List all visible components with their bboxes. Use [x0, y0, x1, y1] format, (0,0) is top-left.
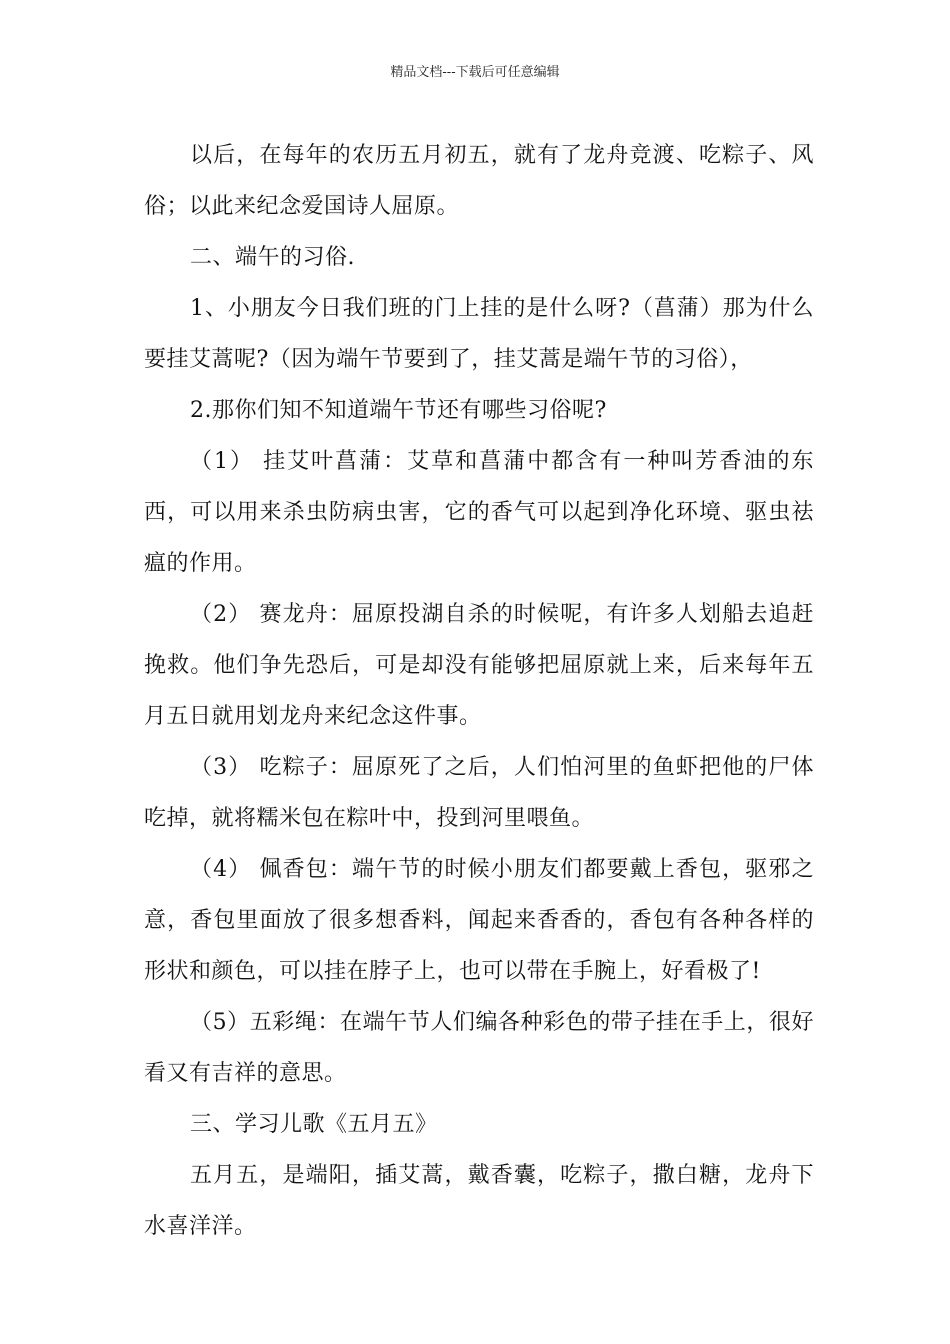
paragraph-intro-custom: 以后，在每年的农历五月初五，就有了龙舟竞渡、吃粽子、风俗；以此来纪念爱国诗人屈原。	[144, 143, 814, 219]
page-header: 精品文档---下载后可任意编辑	[390, 65, 560, 80]
section-heading-customs: 二、端午的习俗.	[190, 245, 355, 270]
paragraph-question-2: 2.那你们知不知道端午节还有哪些习俗呢?	[190, 398, 607, 423]
section-heading-song: 三、学习儿歌《五月五》	[190, 1112, 438, 1137]
document-body	[144, 130, 814, 1252]
paragraph-question-1: 1、小朋友今日我们班的门上挂的是什么呀?（菖蒲）那为什么要挂艾蒿呢?（因为端午节要到了，挂艾蒿是端午节的习俗），	[144, 296, 814, 372]
custom-item-2: （2） 赛龙舟：屈原投湖自杀的时候呢，有许多人划船去追赶挽救。他们争先恐后，可是却没有能够把屈原就上来，后来每年五月五日就用划龙舟来纪念这件事。	[144, 602, 814, 729]
custom-item-4: （4） 佩香包：端午节的时候小朋友们都要戴上香包，驱邪之意，香包里面放了很多想香料，闻起来香香的，香包有各种各样的形状和颜色，可以挂在脖子上，也可以带在手腕上，好看极了!	[144, 857, 814, 984]
custom-item-1: （1） 挂艾叶菖蒲：艾草和菖蒲中都含有一种叫芳香油的东西，可以用来杀虫防病虫害，它的香气可以起到净化环境、驱虫祛瘟的作用。	[144, 449, 814, 576]
custom-item-5: （5）五彩绳：在端午节人们编各种彩色的带子挂在手上，很好看又有吉祥的意思。	[144, 1010, 814, 1086]
song-lyrics: 五月五，是端阳，插艾蒿，戴香囊，吃粽子，撒白糖，龙舟下水喜洋洋。	[144, 1163, 814, 1239]
custom-item-3: （3） 吃粽子：屈原死了之后，人们怕河里的鱼虾把他的尸体吃掉，就将糯米包在粽叶中，投到河里喂鱼。	[144, 755, 814, 831]
